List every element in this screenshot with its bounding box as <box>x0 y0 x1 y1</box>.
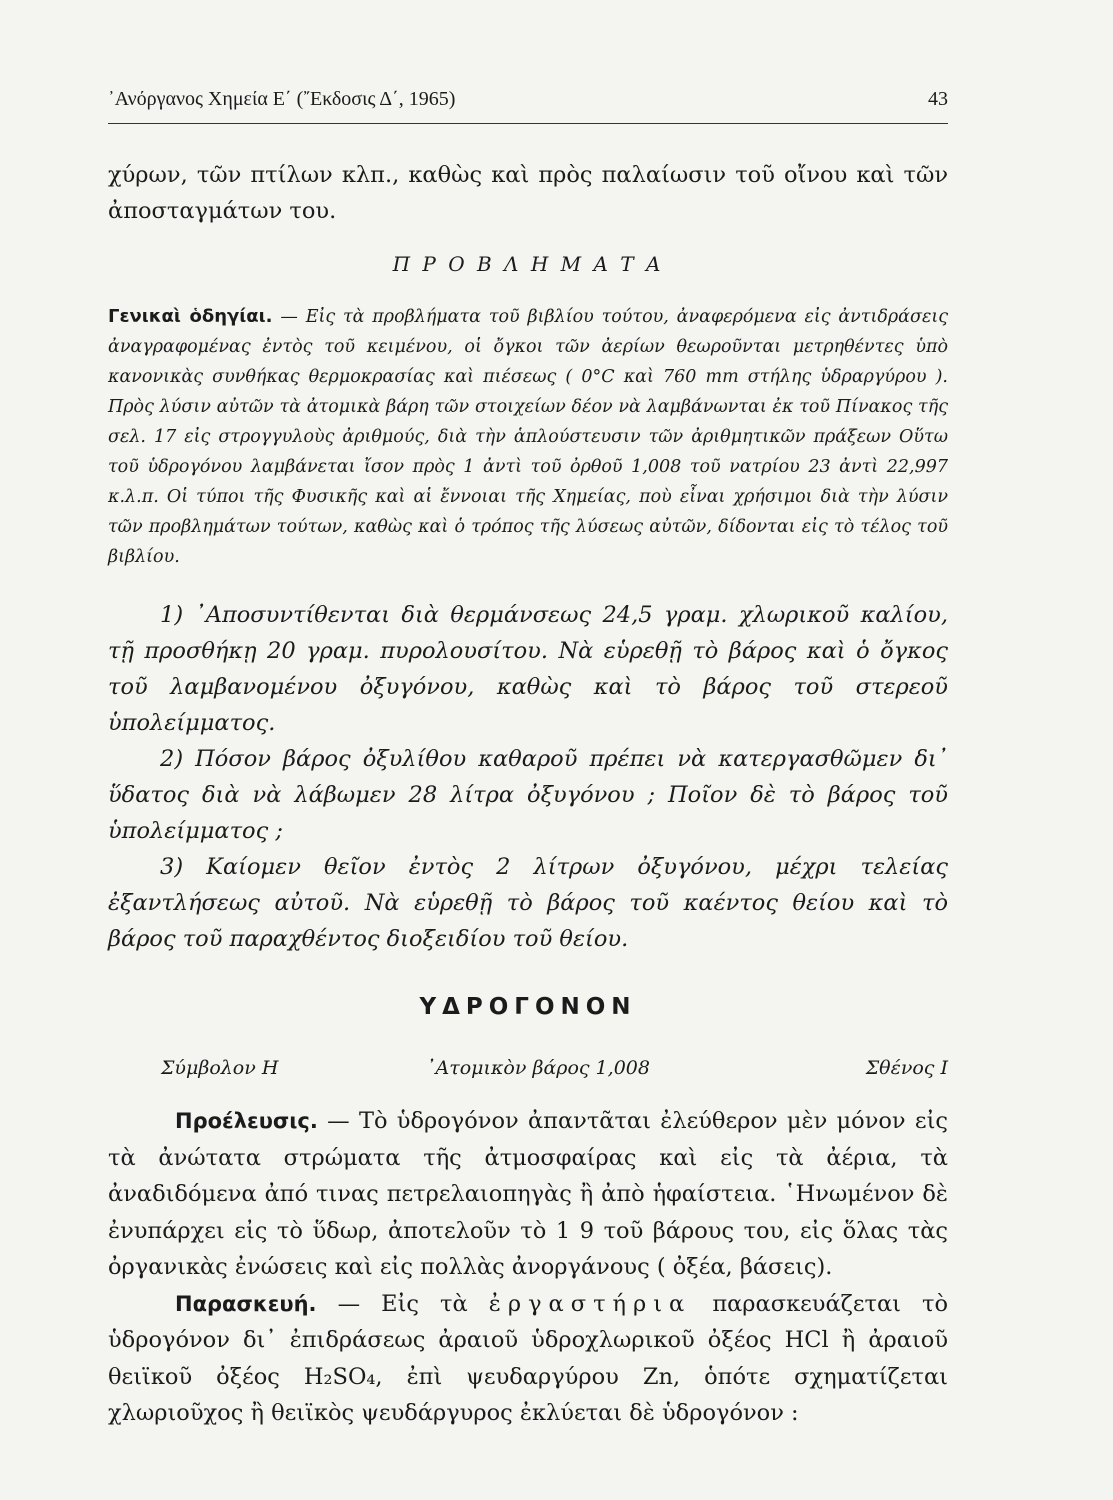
origin-label: Προέλευσις. <box>175 1109 318 1133</box>
origin-paragraph <box>108 1103 948 1286</box>
element-meta <box>108 1057 948 1087</box>
running-title: ᾽Ανόργανος Χημεία Ε΄ (῎Εκδοσις Δ΄, 1965) <box>108 88 456 110</box>
page-header <box>108 88 948 116</box>
instructions-text: — Εἰς τὰ προβλήματα τοῦ βιβλίου τούτου, ἀναφερόμενα εἰς ἀντιδράσεις ἀναγραφομένας ἐντὸς τοῦ κειμένου, οἱ ὄγκοι τῶν ἀερίων θεωροῦνται μετρηθέντες ὑπὸ κανονικὰς συνθήκας θερμοκρασίας καὶ πιέσεως ( 0°C καὶ 760 mm στήλης ὑδραργύρου ). Πρὸς λύσιν αὐτῶν τὰ ἀτομικὰ βάρη τῶν στοιχείων δέον νὰ λαμβάνωνται ἐκ τοῦ Πίνακος τῆς σελ. 17 εἰς στρογγυλοὺς ἀριθμούς, διὰ τὴν ἁπλούστευσιν τῶν ἀριθμητικῶν πράξεων Οὕτω τοῦ ὑδρογόνου λαμβάνεται ἴσον πρὸς 1 ἀντὶ τοῦ ὀρθοῦ 1,008 τοῦ νατρίου 23 ἀντὶ 22,997 κ.λ.π. Οἱ τύποι τῆς Φυσικῆς καὶ αἱ ἔννοιαι τῆς Χημείας, ποὺ εἶναι χρήσιμοι διὰ τὴν λύσιν τῶν προβλημάτων τούτων, καθὼς καὶ ὁ τρόπος τῆς λύσεως αὐτῶν, δίδονται εἰς τὸ τέλος τοῦ βιβλίου. <box>108 307 948 567</box>
problem-item: 2) Πόσον βάρος ὀξυλίθου καθαροῦ πρέπει νὰ κατεργασθῶμεν δι᾽ ὕδατος διὰ νὰ λάβωμεν 28 λίτρα ὀξυγόνου ; Ποῖον δὲ τὸ βάρος τοῦ ὑπολείμματος ; <box>108 746 948 844</box>
element-valence: Σθένος Ι <box>865 1057 948 1079</box>
element-symbol: Σύμβολον Η <box>161 1057 279 1079</box>
instructions-label: Γενικαὶ ὁδηγίαι. <box>108 306 273 327</box>
general-instructions <box>108 302 948 572</box>
origin-text: — Τὸ ὑδρογόνον ἀπαντᾶται ἐλεύθερον μὲν μόνον εἰς τὰ ἀνώτατα στρώματα τῆς ἀτμοσφαίρας καὶ εἰς τὰ ἀέρια, τὰ ἀναδιδόμενα ἀπό τινας πετρελαιοπηγὰς ἢ ἀπὸ ἡφαίστεια. ῾Ηνωμένον δὲ ἐνυπάρχει εἰς τὸ ὕδωρ, ἀποτελοῦν τὸ 1 9 τοῦ βάρους του, εἰς ὅλας τὰς ὀργανικὰς ἐνώσεις καὶ εἰς πολλὰς ἀνοργάνους ( ὀξέα, βάσεις). <box>108 1108 948 1280</box>
preparation-text-after: παρασκευάζεται τὸ ὑδρογόνον δι᾽ ἐπιδράσεως ἀραιοῦ ὑδροχλωρικοῦ ὀξέος HCl ἢ ἀραιοῦ θειϊκοῦ ὀξέος H₂SO₄, ἐπὶ ψευδαργύρου Zn, ὁπότε σχηματίζεται χλωριοῦχος ἢ θειϊκὸς ψευδάργυρος ἐκλύεται δὲ ὑδρογόνον : <box>108 1290 949 1426</box>
preparation-label: Παρασκευή. <box>175 1291 317 1316</box>
preparation-text-before: — Εἰς τὰ <box>337 1290 468 1317</box>
element-heading: ΥΔΡΟΓΟΝΟΝ <box>419 994 637 1020</box>
page-number: 43 <box>928 88 948 110</box>
preparation-paragraph <box>108 1286 948 1432</box>
preparation-spaced-word: ἐργαστήρια <box>488 1290 692 1317</box>
problems-list <box>108 597 948 957</box>
element-atomic-weight: ᾽Ατομικὸν βάρος 1,008 <box>426 1057 650 1079</box>
section-title: Π Ρ Ο Β Λ Η Μ Α Τ Α <box>392 252 664 276</box>
problem-item: 3) Καίομεν θεῖον ἐντὸς 2 λίτρων ὀξυγόνου, μέχρι τελείας ἐξαντλήσεως αὐτοῦ. Νὰ εὑρεθῇ τὸ βάρος τοῦ καέντος θείου καὶ τὸ βάρος τοῦ παραχθέντος διοξειδίου τοῦ θείου. <box>108 854 948 952</box>
header-rule <box>108 123 948 124</box>
intro-paragraph: χύρων, τῶν πτίλων κλπ., καθὼς καὶ πρὸς παλαίωσιν τοῦ οἴνου καὶ τῶν ἀποσταγμάτων του. <box>108 162 948 224</box>
element-body <box>108 1103 948 1432</box>
problem-item: 1) ᾽Αποσυντίθενται διὰ θερμάνσεως 24,5 γραμ. χλωρικοῦ καλίου, τῇ προσθήκῃ 20 γραμ. πυρολουσίτου. Νὰ εὑρεθῇ τὸ βάρος καὶ ὁ ὄγκος τοῦ λαμβανομένου ὀξυγόνου, καθὼς καὶ τὸ βάρος τοῦ στερεοῦ ὑπολείμματος. <box>108 602 948 736</box>
